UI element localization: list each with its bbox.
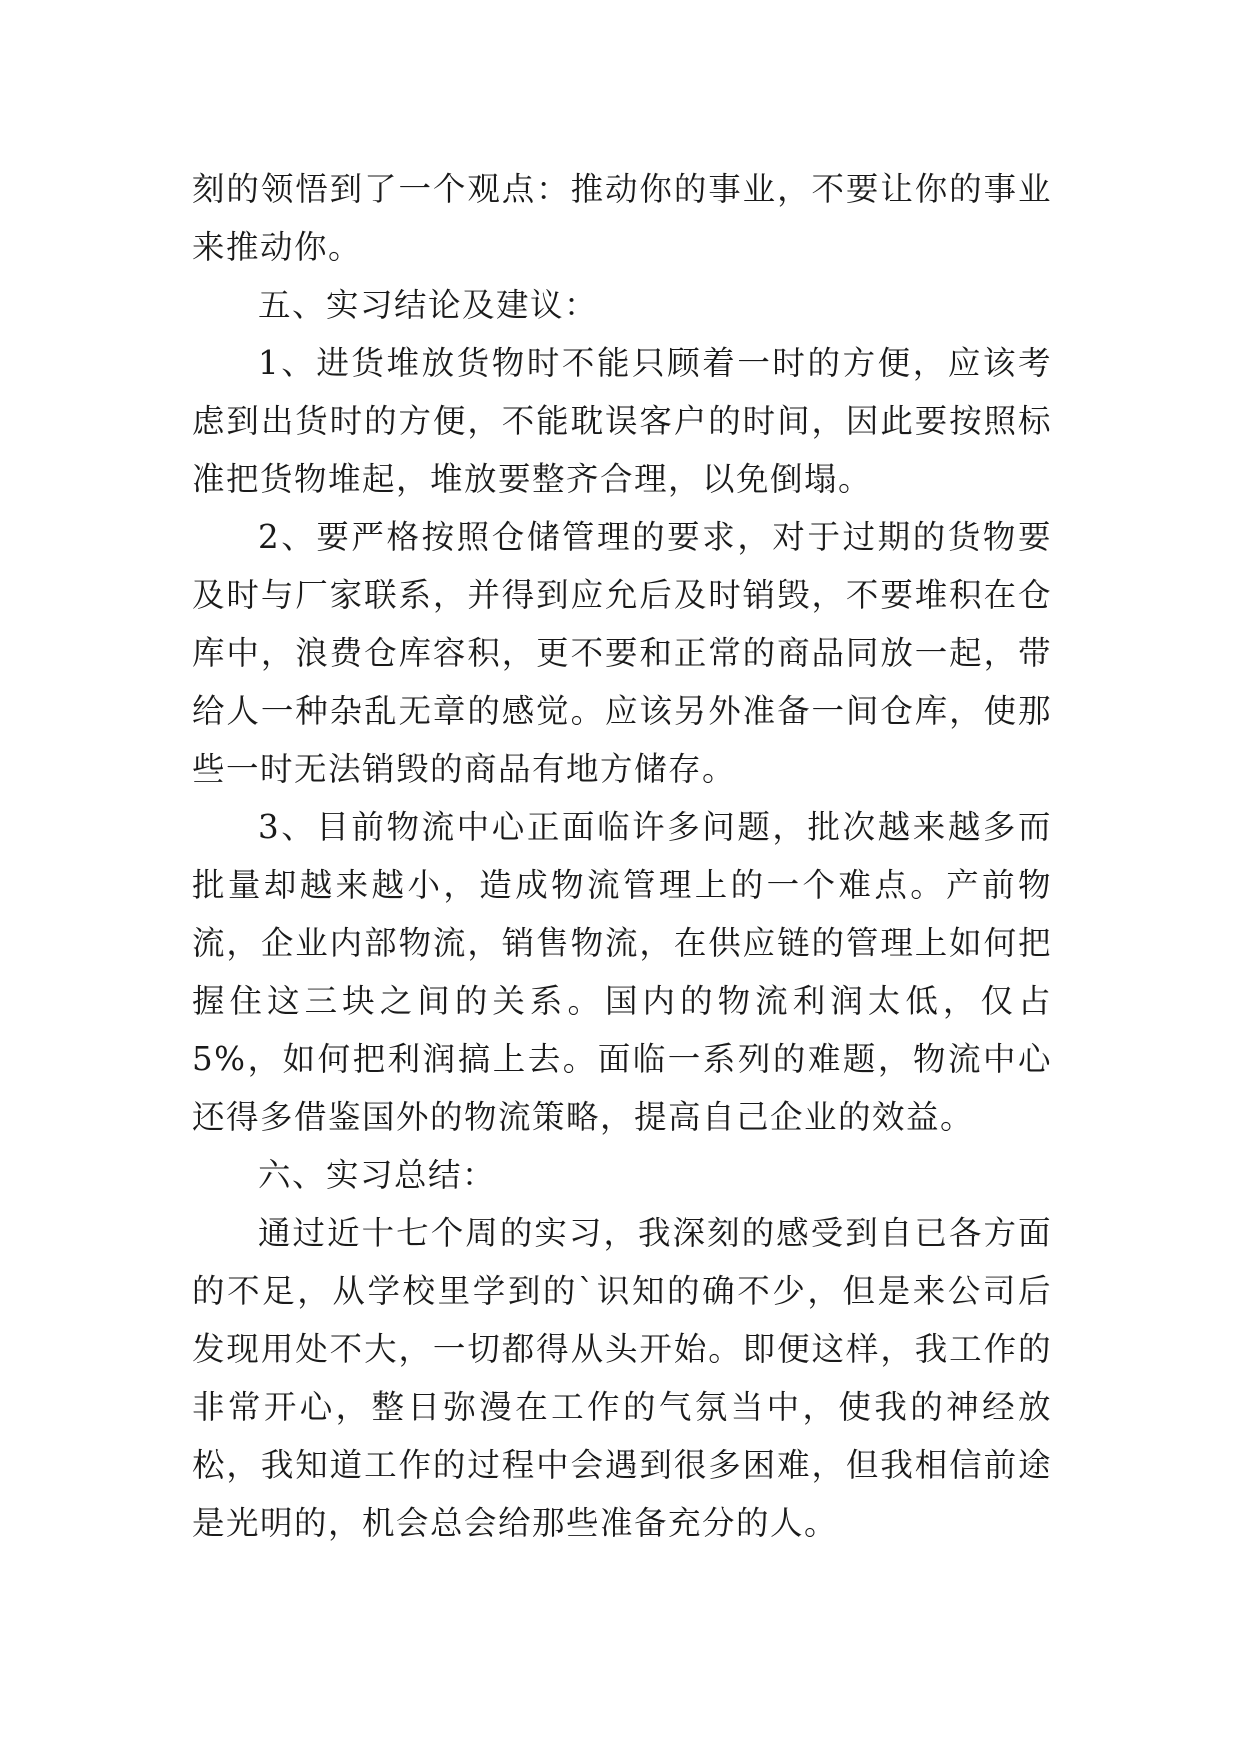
paragraph-suggestion-3: 3、目前物流中心正面临许多问题，批次越来越多而批量却越来越小，造成物流管理上的一个难点。产前物流，企业内部物流，销售物流，在供应链的管理上如何把握住这三块之间的关系。国内的物流利润太低，仅占5%，如何把利润搞上去。面临一系列的难题，物流中心还得多借鉴国外的物流策略，提高自己企业的效益。 xyxy=(192,808,1052,1136)
section-heading-conclusions: 五、实习结论及建议： xyxy=(258,286,599,324)
section-heading-summary: 六、实习总结： xyxy=(258,1156,497,1194)
paragraph-suggestion-1: 1、进货堆放货物时不能只顾着一时的方便，应该考虑到出货时的方便，不能耽误客户的时间，因此要按照标准把货物堆起，堆放要整齐合理，以免倒塌。 xyxy=(192,344,1052,498)
paragraph-continuation: 刻的领悟到了一个观点：推动你的事业，不要让你的事业来推动你。 xyxy=(192,170,1052,266)
document-body xyxy=(192,160,1052,1552)
paragraph-summary: 通过近十七个周的实习，我深刻的感受到自已各方面的不足，从学校里学到的`识知的确不少，但是来公司后发现用处不大，一切都得从头开始。即便这样，我工作的非常开心，整日弥漫在工作的气氛当中，使我的神经放松，我知道工作的过程中会遇到很多困难，但我相信前途是光明的，机会总会给那些准备充分的人。 xyxy=(192,1214,1052,1542)
paragraph-suggestion-2: 2、要严格按照仓储管理的要求，对于过期的货物要及时与厂家联系，并得到应允后及时销毁，不要堆积在仓库中，浪费仓库容积，更不要和正常的商品同放一起，带给人一种杂乱无章的感觉。应该另外准备一间仓库，使那些一时无法销毁的商品有地方储存。 xyxy=(192,518,1052,788)
